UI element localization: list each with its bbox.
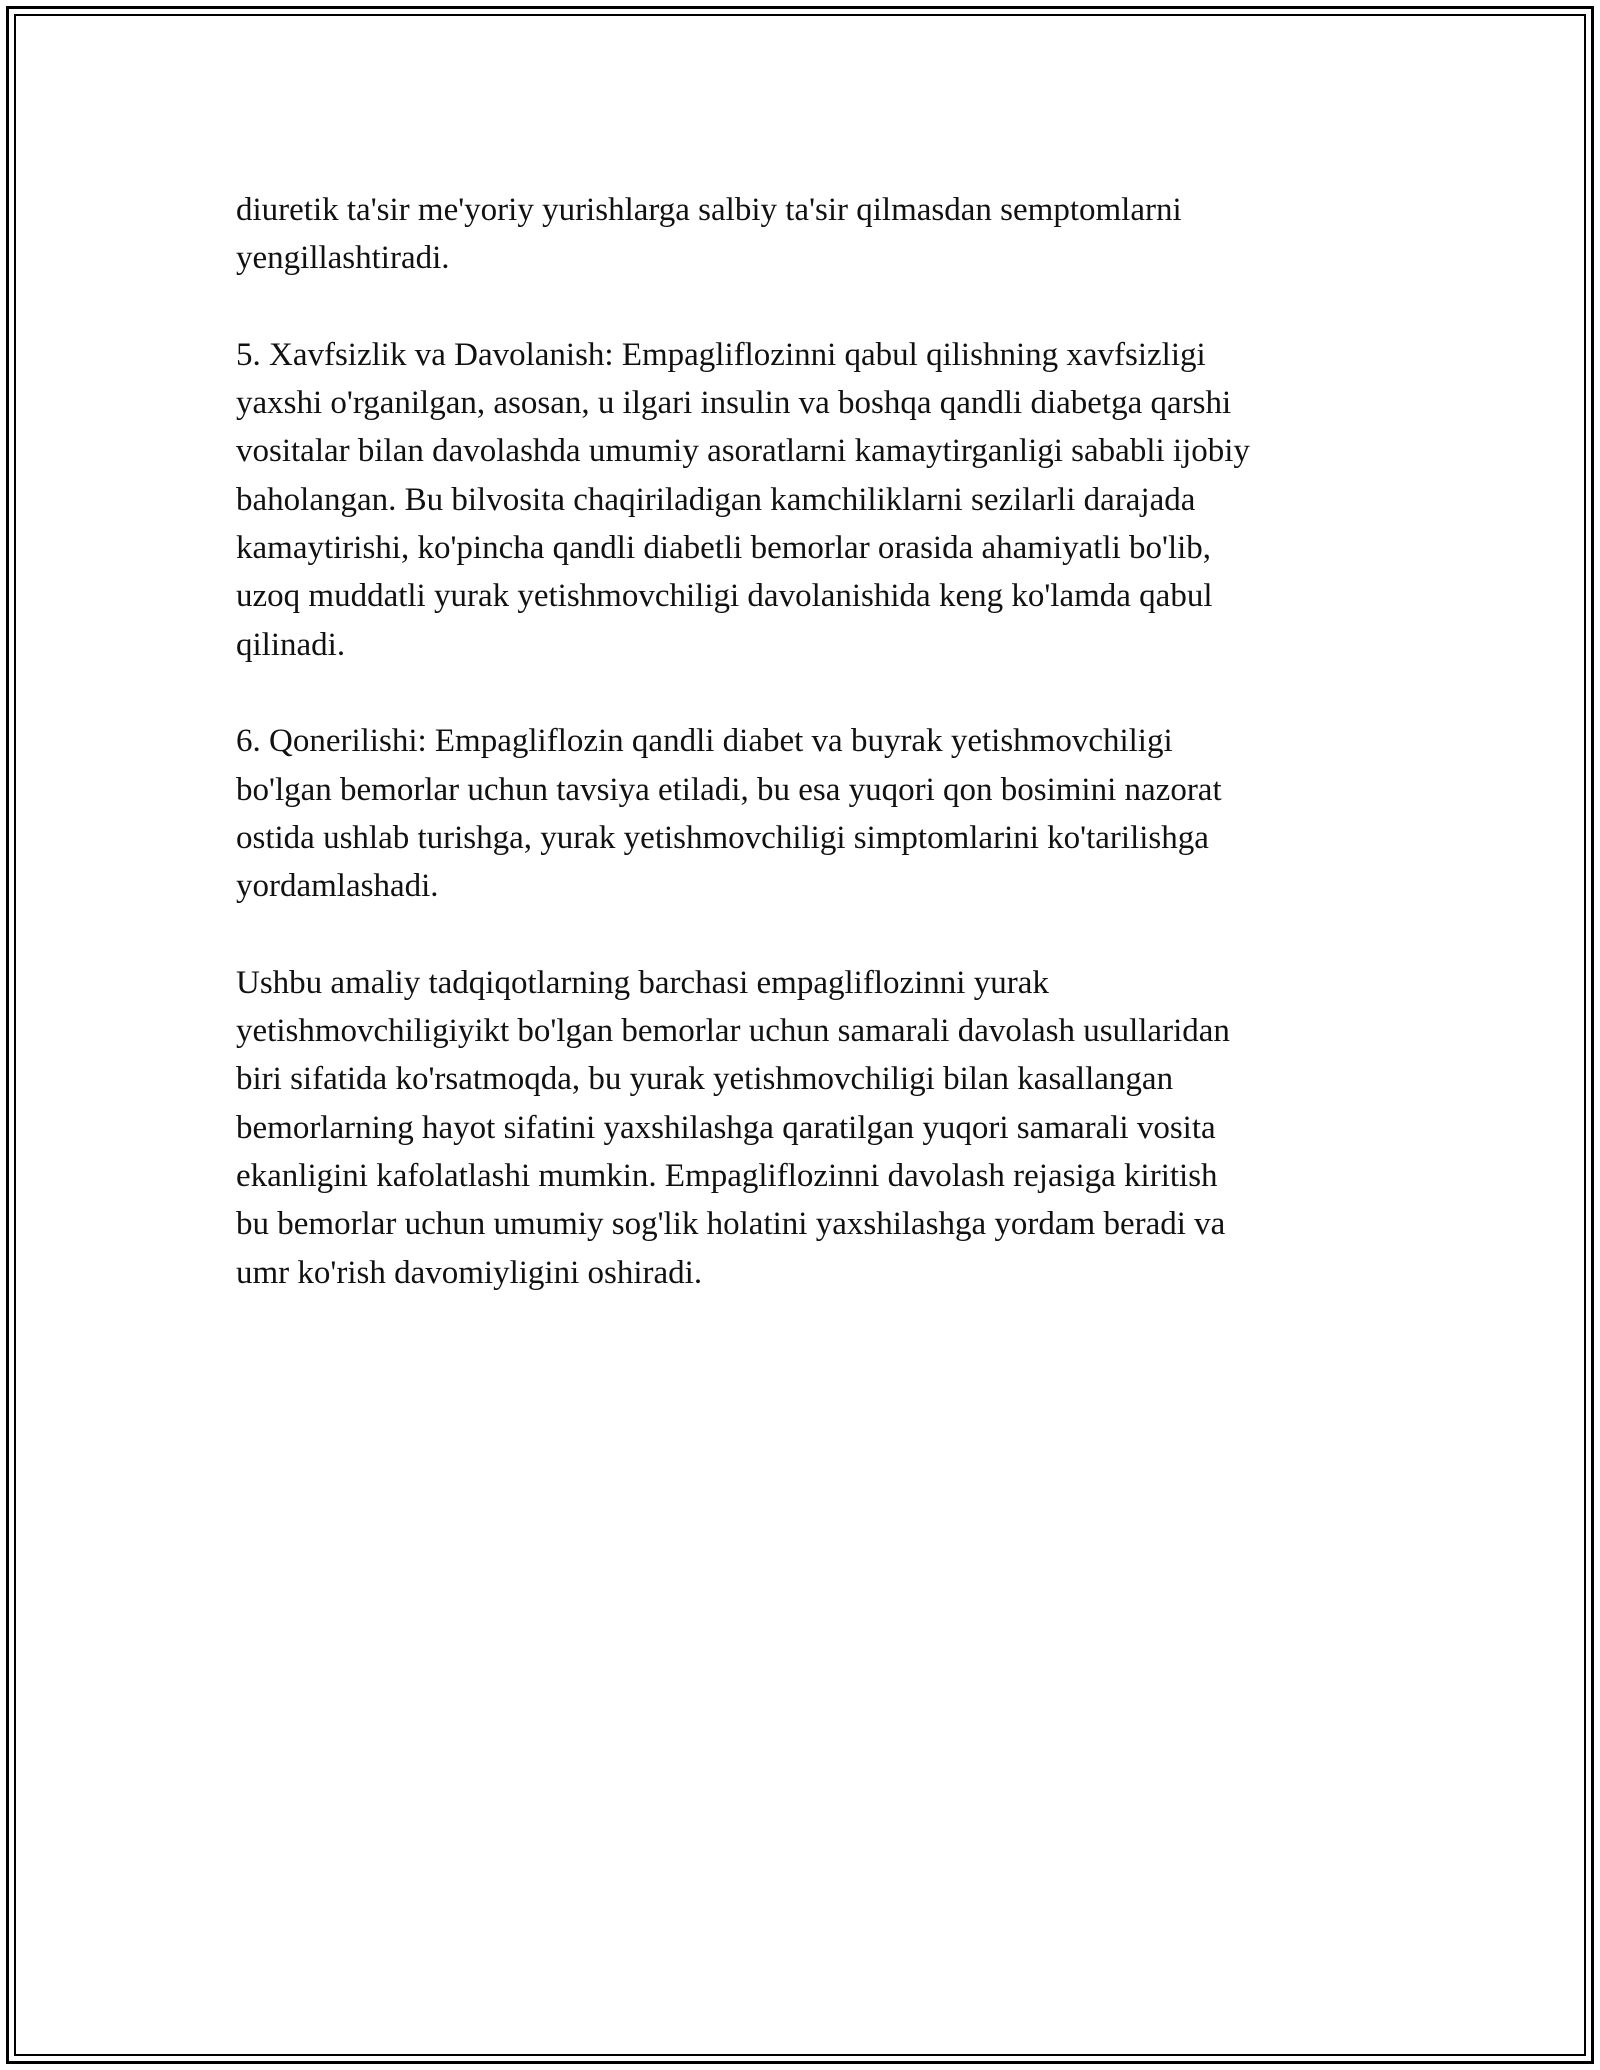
text-line: Ushbu amaliy tadqiqotlarning barchasi empagliflozinni yurak	[236, 964, 1049, 1001]
paragraph-continuation	[236, 186, 1396, 283]
text-line: baholangan. Bu bilvosita chaqiriladigan kamchiliklarni sezilarli darajada	[236, 481, 1196, 518]
text-line: 6. Qonerilishi: Empagliflozin qandli diabet va buyrak yetishmovchiligi	[236, 723, 1173, 760]
text-line: uzoq muddatli yurak yetishmovchiligi davolanishida keng ko'lamda qabul	[236, 578, 1213, 615]
text-line: bu bemorlar uchun umumiy sog'lik holatini yaxshilashga yordam beradi va	[236, 1206, 1226, 1243]
text-line: kamaytirishi, ko'pincha qandli diabetli bemorlar orasida ahamiyatli bo'lib,	[236, 530, 1212, 567]
text-line: yaxshi o'rganilgan, asosan, u ilgari insulin va boshqa qandli diabetga qarshi	[236, 385, 1232, 422]
paragraph-section-6	[236, 717, 1396, 910]
text-line: 5. Xavfsizlik va Davolanish: Empagliflozinni qabul qilishning xavfsizligi	[236, 336, 1206, 373]
text-line: bo'lgan bemorlar uchun tavsiya etiladi, bu esa yuqori qon bosimini nazorat	[236, 771, 1222, 808]
text-line: bemorlarning hayot sifatini yaxshilashga qaratilgan yuqori samarali vosita	[236, 1109, 1216, 1146]
paragraph-section-5	[236, 331, 1396, 669]
text-line: vositalar bilan davolashda umumiy asoratlarni kamaytirganligi sababli ijobiy	[236, 433, 1250, 470]
text-line: diuretik ta'sir me'yoriy yurishlarga salbiy ta'sir qilmasdan semptomlarni	[236, 192, 1182, 228]
text-line: ekanligini kafolatlashi mumkin. Empagliflozinni davolash rejasiga kiritish	[236, 1157, 1218, 1194]
text-line: yetishmovchiligiyikt bo'lgan bemorlar uchun samarali davolash usullaridan	[236, 1013, 1230, 1050]
paragraph-conclusion	[236, 959, 1396, 1297]
text-line: ostida ushlab turishga, yurak yetishmovchiligi simptomlarini ko'tarilishga	[236, 819, 1209, 856]
text-line: yengillashtiradi.	[236, 240, 450, 277]
text-line: umr ko'rish davomiyligini oshiradi.	[236, 1254, 703, 1291]
text-line: qilinadi.	[236, 626, 346, 663]
text-line: biri sifatida ko'rsatmoqda, bu yurak yetishmovchiligi bilan kasallangan	[236, 1061, 1174, 1098]
document-body	[236, 186, 1396, 1345]
text-line: yordamlashadi.	[236, 868, 439, 905]
